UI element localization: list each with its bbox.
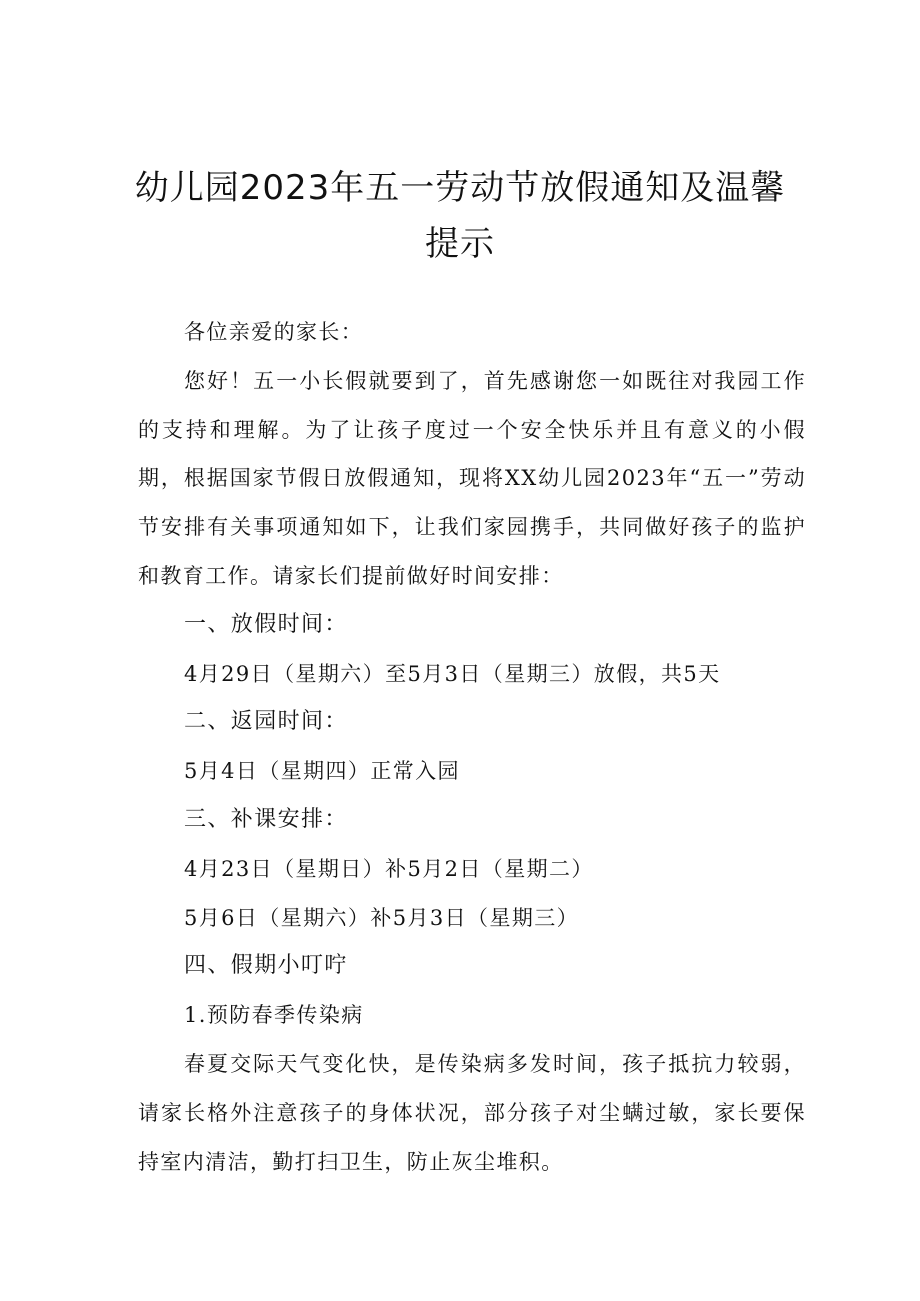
- intro-paragraph: 您好！五一小长假就要到了，首先感谢您一如既往对我园工作的支持和理解。为了让孩子度过一个安全快乐并且有意义的小假期，根据国家节假日放假通知，现将XX幼儿园2023年“五一”劳动节安排有关事项通知如下，让我们家园携手，共同做好孩子的监护和教育工作。请家长们提前做好时间安排：: [138, 368, 806, 588]
- document-title: [100, 160, 820, 272]
- title-line-2: 提示: [425, 224, 495, 264]
- makeup-class-line: 4月23日（星期日）补5月2日（星期二）: [184, 856, 594, 881]
- holiday-time-line: 4月29日（星期六）至5月3日（星期三）放假，共5天: [184, 661, 721, 686]
- tip-paragraph: 春夏交际天气变化快，是传染病多发时间，孩子抵抗力较弱，请家长格外注意孩子的身体状况，部分孩子对尘螨过敏，家长要保持室内清洁，勤打扫卫生，防止灰尘堆积。: [138, 1051, 806, 1174]
- section-heading-holiday-time: 一、放假时间：: [184, 611, 348, 637]
- greeting: 各位亲爱的家长：: [184, 320, 364, 344]
- tip-subheading: 1.预防春季传染病: [184, 1003, 364, 1028]
- document-body: [138, 308, 806, 1186]
- section-heading-holiday-tips: 四、假期小叮咛: [184, 953, 348, 979]
- section-heading-return-time: 二、返园时间：: [184, 709, 348, 735]
- section-heading-makeup-classes: 三、补课安排：: [184, 806, 348, 832]
- title-line-1: 幼儿园2023年五一劳动节放假通知及温馨: [134, 168, 786, 208]
- makeup-class-line: 5月6日（星期六）补5月3日（星期三）: [184, 905, 580, 930]
- return-time-line: 5月4日（星期四）正常入园: [184, 759, 460, 784]
